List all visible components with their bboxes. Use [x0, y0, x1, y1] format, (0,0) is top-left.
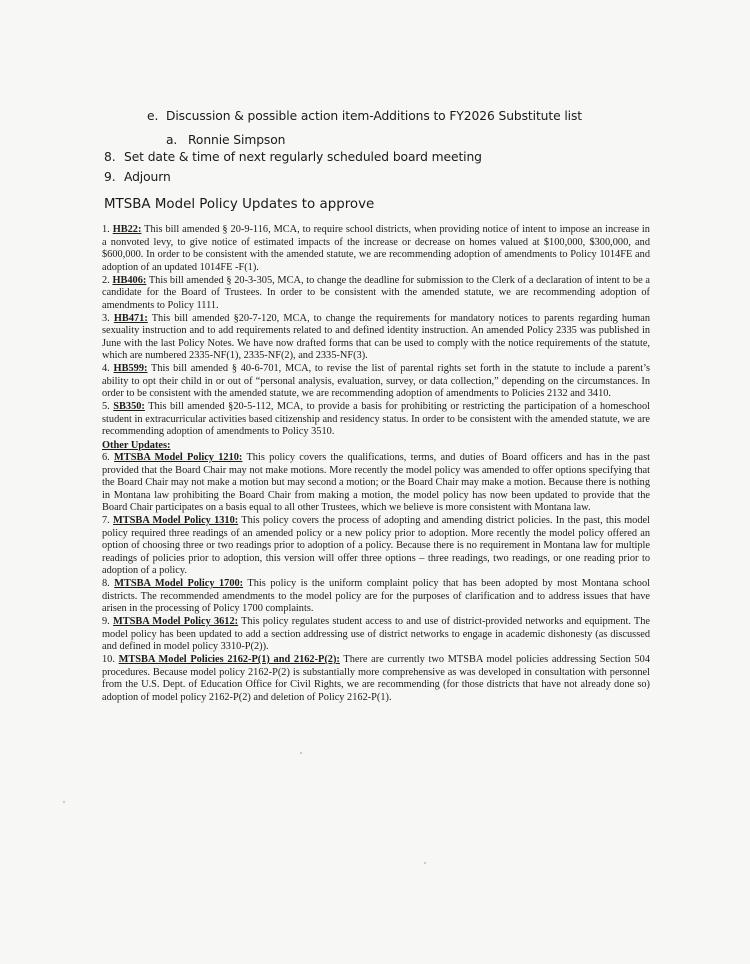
agenda-item-e [147, 109, 582, 123]
policy-item-code: SB350: [113, 401, 145, 412]
policy-item-text: This policy covers the process of adopting and amending district policies. In the past, this model policy required three readings of an amended policy or a new policy prior to adoption. More recently the model policy offered an option of choosing three or two readings prior to adoption of a policy. Because there is no requirement in Montana law for multiple readings of policies prior to adoption, this version will offer three options – three readings, two readings, or one reading prior to adoption of a policy. [102, 515, 650, 576]
policy-item [102, 616, 650, 654]
policy-item-code: MTSBA Model Policy 1310: [113, 515, 239, 526]
policy-item-text: This bill amended § 20-3-305, MCA, to change the deadline for submission to the Clerk of a declaration of intent to be a candidate for the Board of Trustees. In order to be consistent with the amended statute, we are recommending adoption of amendments to Policy 1111. [102, 274, 650, 311]
policy-item-num: 7. [102, 515, 110, 526]
agenda-item-e-a [166, 133, 285, 147]
policy-item-text: There are currently two MTSBA model policies addressing Section 504 procedures. Because model policy 2162-P(2) is substantially more comprehensive as was developed in consultation with personnel from the U.S. Dept. of Education Office for Civil Rights, we are recommending (for those districts that have not already done so) adoption of model policy 2162-P(2) and deletion of Policy 2162-P(1). [102, 654, 650, 703]
policy-item [102, 363, 650, 401]
agenda-item-9-marker: 9. [104, 170, 116, 184]
policy-item [102, 275, 650, 313]
policy-item-code: HB22: [112, 224, 142, 235]
scan-speck [63, 801, 65, 803]
policy-item-num: 3. [102, 312, 110, 324]
policy-item-text: This policy covers the qualifications, terms, and duties of Board officers and has in the past provided that the Board Chair may not make motions. More recently the model policy was amended to offer options specifying that the Board Chair may not make a motion but may second a motion; or the Board Chair may make a motion. Because there is nothing in Montana law prohibiting the Board Chair from making a motion, the model policy has now been updated to provide that the Board Chair participates on a basis equal to all other Trustees, which we believe is more consistent with Montana law. [102, 452, 650, 513]
agenda-item-8-marker: 8. [104, 150, 116, 164]
policy-item [102, 313, 650, 363]
scan-speck [300, 752, 302, 754]
agenda-item-e-marker: e. [147, 109, 159, 123]
policy-updates-body [102, 224, 650, 705]
policy-updates-heading: MTSBA Model Policy Updates to approve [104, 197, 375, 212]
policy-item-text: This bill amended §20-5-112, MCA, to provide a basis for prohibiting or restricting the participation of a homeschool student in extracurricular activities based citizenship and residency status. In order to be consistent with the amended statute, we are recommending adoption of amendments to Policy 3510. [102, 401, 650, 437]
policy-item [102, 224, 650, 274]
policy-item-code: MTSBA Model Policy 1700: [114, 578, 244, 589]
policy-item [102, 452, 650, 515]
policy-item-text: This policy regulates student access to and use of district-provided networks and equipment. The model policy has been updated to add a section addressing use of district networks to engage in academic dishonesty (as discussed and defined in model policy 3310-P(2)). [102, 616, 651, 652]
policy-item [102, 515, 650, 578]
agenda-item-8-text: Set date & time of next regularly scheduled board meeting [124, 150, 482, 164]
policy-item-num: 9. [102, 616, 110, 627]
policy-item-num: 8. [102, 578, 110, 589]
agenda-item-e-a-text: Ronnie Simpson [188, 133, 286, 147]
policy-item-text: This bill amended § 40-6-701, MCA, to revise the list of parental rights set forth in the statute to include a parent’s ability to opt their child in or out of “personal analysis, evaluation, survey, or data collection,” depending on the circumstances. In order to be consistent with the amended statute, we are recommending adoption of amendments to Policies 2132 and 3410. [102, 363, 650, 399]
policy-item-num: 4. [102, 363, 110, 374]
policy-item [102, 654, 650, 704]
agenda-item-8 [104, 150, 482, 164]
policy-item-code: HB471: [113, 312, 148, 324]
policy-item-num: 2. [102, 274, 110, 286]
policy-item-num: 10. [102, 654, 115, 665]
policy-item [102, 578, 650, 616]
policy-item-text: This policy is the uniform complaint policy that has been adopted by most Montana school districts. The recommended amendments to the model policy are for the purposes of clarification and to address issues that have arisen in the processing of Policy 1700 complaints. [102, 578, 650, 614]
policy-item-code: MTSBA Model Policy 3612: [112, 616, 239, 627]
policy-item-code: MTSBA Model Policy 1210: [114, 452, 243, 463]
policy-item [102, 401, 650, 439]
scan-speck [424, 862, 426, 864]
policy-item-num: 1. [102, 224, 110, 235]
agenda-item-e-text: Discussion & possible action item-Additions to FY2026 Substitute list [166, 109, 583, 123]
policy-item-code: HB599: [113, 363, 148, 374]
policy-item-code: MTSBA Model Policies 2162-P(1) and 2162-P(2): [118, 654, 340, 665]
agenda-item-9-text: Adjourn [124, 170, 171, 184]
agenda-item-e-a-marker: a. [166, 133, 178, 147]
policy-item-num: 5. [102, 401, 110, 412]
policy-item-code: HB406: [112, 274, 147, 286]
agenda-item-9 [104, 170, 171, 184]
policy-item-text: This bill amended § 20-9-116, MCA, to require school districts, when providing notice of intent to impose an increase in a nonvoted levy, to give notice of estimated impacts of the increase or decrease on homes valued at $100,000, $300,000, and $600,000. In order to be consistent with the amended statute, we are recommending adoption of amendments to Policy 1014FE and adoption of an updated 1014FE -F(1). [102, 224, 650, 273]
policy-item-num: 6. [102, 452, 110, 463]
policy-item-text: This bill amended §20-7-120, MCA, to change the requirements for mandatory notices to parents regarding human sexuality instruction and to add requirements related to and defined identity instruction. An amended Policy 2335 was published in June with the last Policy Notes. We have now drafted forms that can be used to comply with the notice requirements of the statute, which are numbered 2335-NF(1), 2335-NF(2), and 2335-NF(3). [102, 312, 651, 361]
other-updates-heading: Other Updates: [102, 439, 171, 451]
